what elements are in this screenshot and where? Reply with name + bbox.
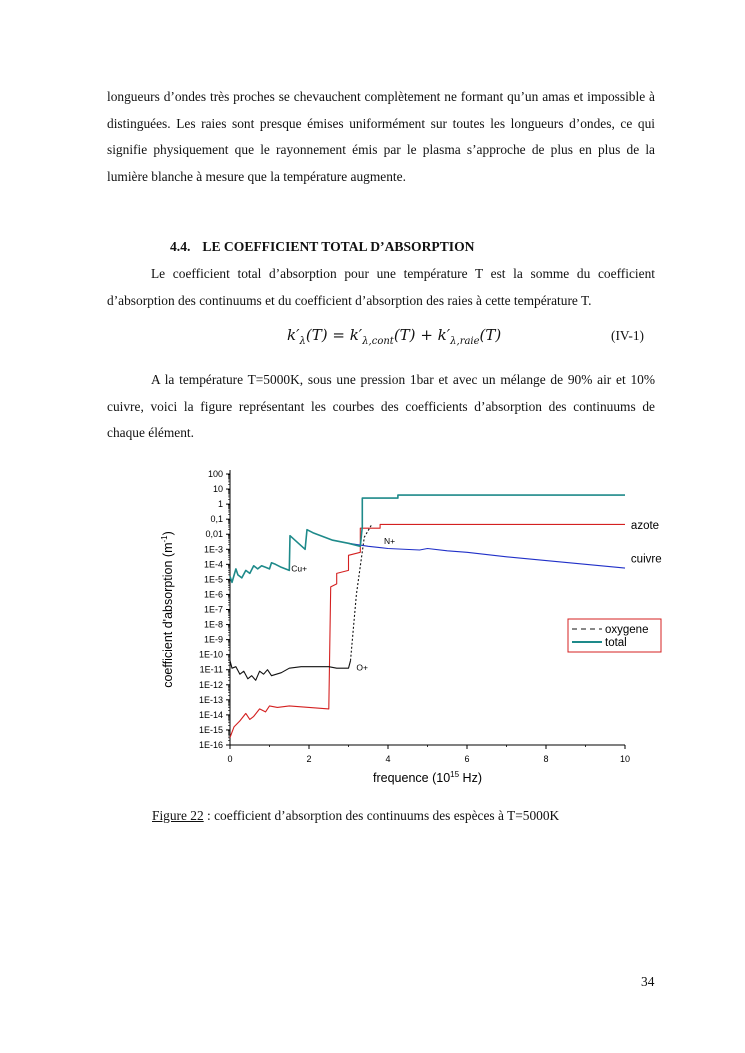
x-tick-label: 4 [385,754,391,764]
annotation-cuivre: cuivre [630,553,662,566]
section-paragraph-1: Le coefficient total d’absorption pour une température T est la somme du coefficient d’absorption des continuums et du coefficient d’absorption des raies à cette température T. [107,266,655,308]
y-tick-label: 1E-11 [199,664,223,675]
annotation-n-plus: N+ [384,536,396,547]
y-axis-label: coefficient d'absorption $(m^{-1})$ [160,531,175,688]
y-tick-label: 1E-6 [203,589,223,600]
equation-iv-1: $k'_\lambda(T) = k'_{\lambda,cont}(T) + k'_{\lambda,raie}(T)$ [287,326,502,347]
y-tick-label: 1E-12 [198,679,223,690]
figure-reference: Figure 22 [152,808,204,823]
x-tick-label: 2 [306,754,312,764]
figure-caption-text: : coefficient d’absorption des continuums des espèces à T=5000K [203,808,560,823]
absorption-chart [150,462,680,802]
y-tick-label: 0,1 [210,514,223,525]
y-tick-label: 10 [212,484,223,495]
y-tick-label: 0,01 [205,529,223,540]
legend-label-oxygene: oxygene [605,624,649,636]
x-axis-label: frequence ($10^{15}$ Hz) [373,770,482,785]
y-tick-label: 100 [207,469,223,479]
y-tick-label: 1E-5 [203,574,223,585]
section-title: LE COEFFICIENT TOTAL D’ABSORPTION [202,239,475,254]
y-tick-label: 1E-7 [203,604,223,615]
y-tick-label: 1E-9 [203,634,223,645]
section-paragraph-2: A la température T=5000K, sous une pression 1bar et avec un mélange de 90% air et 10% cuivre, voici la figure représentant les courbes des coefficients d’absorption des continuums de chaque élément. [107,372,655,440]
x-tick-label: 6 [464,754,470,764]
absorption-chart-svg [150,462,680,802]
y-tick-label: 1E-13 [198,694,223,705]
series-line-cuivre [349,543,626,568]
x-tick-label: 0 [227,754,233,764]
x-tick-label: 8 [543,754,549,764]
y-tick-label: 1E-3 [203,544,223,555]
series-line-oxygene [230,661,351,681]
annotation-cu-plus: Cu+ [291,563,308,574]
y-tick-label: 1E-14 [198,709,223,720]
section-heading [170,239,474,255]
y-tick-label: 1E-4 [203,559,223,570]
series-line-total [230,495,625,582]
x-tick-label: 10 [619,754,631,764]
y-tick-label: 1E-8 [203,619,223,630]
y-tick-label: 1E-15 [198,724,223,735]
y-tick-label: 1 [217,499,223,510]
y-tick-label: 1E-10 [198,649,223,660]
y-tick-label: 1E-16 [198,740,223,750]
legend-label-total: total [605,637,627,649]
figure-caption [152,808,559,824]
equation-number: (IV-1) [611,328,644,343]
section-number: 4.4. [170,239,191,254]
page-number: 34 [641,974,655,989]
annotation-o-plus: O+ [356,662,368,673]
annotation-azote: azote [630,520,660,533]
intro-paragraph: longueurs d’ondes très proches se chevauchent complètement ne formant qu’un amas et impossible à distinguées. Les raies sont presque émises uniformément sur toutes les longueurs d’ondes, ce qui signifie physiquement que le rayonnement émis par le plasma s’approche de plus en plus de la lumière blanche à mesure que la température augmente. [107,89,655,184]
